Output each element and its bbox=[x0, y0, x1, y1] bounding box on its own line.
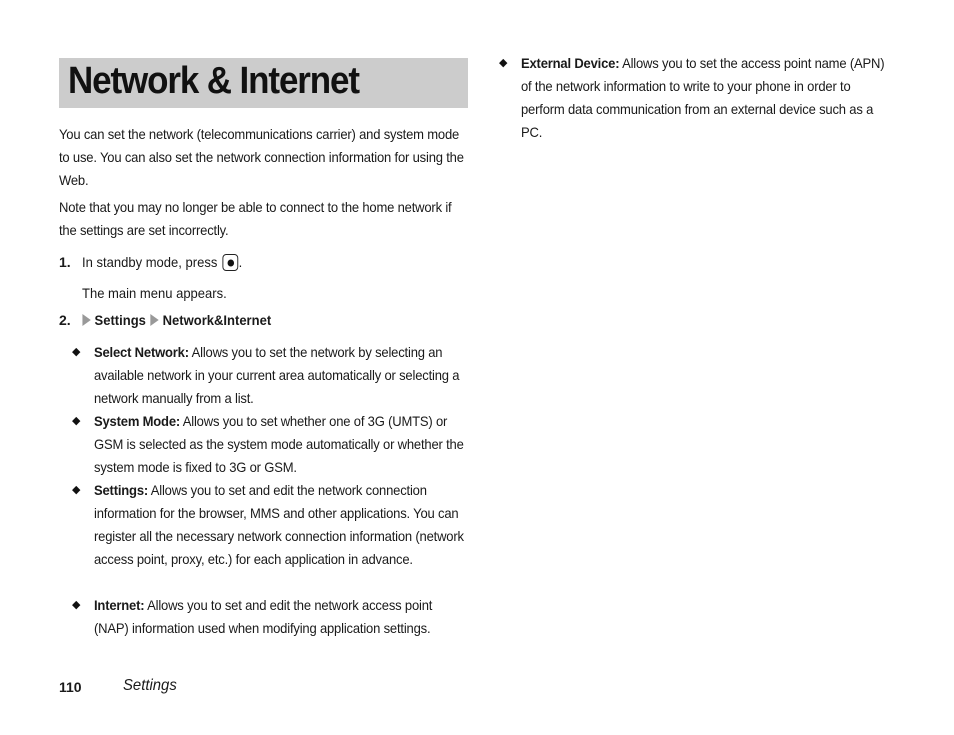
diamond-bullet-icon: ◆ bbox=[72, 415, 81, 427]
arrow-right-icon bbox=[151, 314, 159, 326]
item-term: External Device: bbox=[521, 55, 620, 71]
path-network-internet: Network&Internet bbox=[162, 312, 272, 328]
list-item-select-network bbox=[72, 341, 472, 411]
intro-text: You can set the network (telecommunications carrier) and system mode to use. You can also set the network connection information for using the Web. bbox=[59, 126, 464, 188]
intro-paragraph bbox=[59, 123, 489, 192]
step-number: 1. bbox=[59, 254, 71, 270]
section-label: Settings bbox=[123, 677, 177, 694]
step-1-sub: The main menu appears. bbox=[82, 285, 227, 301]
step-1-text: In standby mode, press bbox=[82, 254, 218, 270]
arrow-right-icon bbox=[82, 314, 90, 326]
list-item-internet bbox=[72, 594, 472, 642]
note-text: Note that you may no longer be able to connect to the home network if the settings are set incorrectly. bbox=[59, 199, 452, 238]
diamond-bullet-icon: ◆ bbox=[72, 346, 81, 358]
item-desc: Allows you to set and edit the network connection information for the browser, MMS and other applications. You can register all the necessary network connection information (network access point, proxy, etc.) for each application in advance. bbox=[94, 482, 464, 567]
item-desc: Allows you to set the access point name (APN) of the network information to write to your phone in order to perform data communication from an external device such as a PC. bbox=[521, 55, 885, 140]
diamond-bullet-icon: ◆ bbox=[72, 599, 81, 611]
diamond-bullet-icon: ◆ bbox=[499, 57, 508, 69]
page-number: 110 bbox=[59, 679, 82, 695]
item-term: Settings: bbox=[94, 482, 149, 498]
path-settings: Settings bbox=[94, 312, 146, 328]
item-desc: Allows you to set and edit the network access point (NAP) information used when modifying application settings. bbox=[94, 597, 433, 636]
center-key-icon bbox=[223, 254, 239, 271]
item-term: System Mode: bbox=[94, 413, 181, 429]
page-title: Network & Internet bbox=[68, 60, 359, 102]
note-paragraph bbox=[59, 196, 489, 242]
list-item-settings bbox=[72, 479, 472, 595]
step-1-suffix: . bbox=[238, 254, 243, 270]
item-term: Internet: bbox=[94, 597, 145, 613]
step-number: 2. bbox=[59, 312, 71, 328]
item-desc: Allows you to set whether one of 3G (UMTS) or GSM is selected as the system mode automatically or whether the system mode is fixed to 3G or GSM. bbox=[94, 413, 464, 475]
diamond-bullet-icon: ◆ bbox=[72, 484, 81, 496]
title-bar bbox=[59, 58, 468, 108]
item-term: Select Network: bbox=[94, 344, 189, 360]
step-1-body bbox=[82, 251, 242, 274]
item-desc: Allows you to set the network by selecting an available network in your current area automatically or selecting a network manually from a list. bbox=[94, 344, 460, 406]
list-item-external-device bbox=[499, 52, 919, 148]
step-2-path bbox=[75, 309, 271, 332]
list-item-system-mode bbox=[72, 410, 472, 480]
